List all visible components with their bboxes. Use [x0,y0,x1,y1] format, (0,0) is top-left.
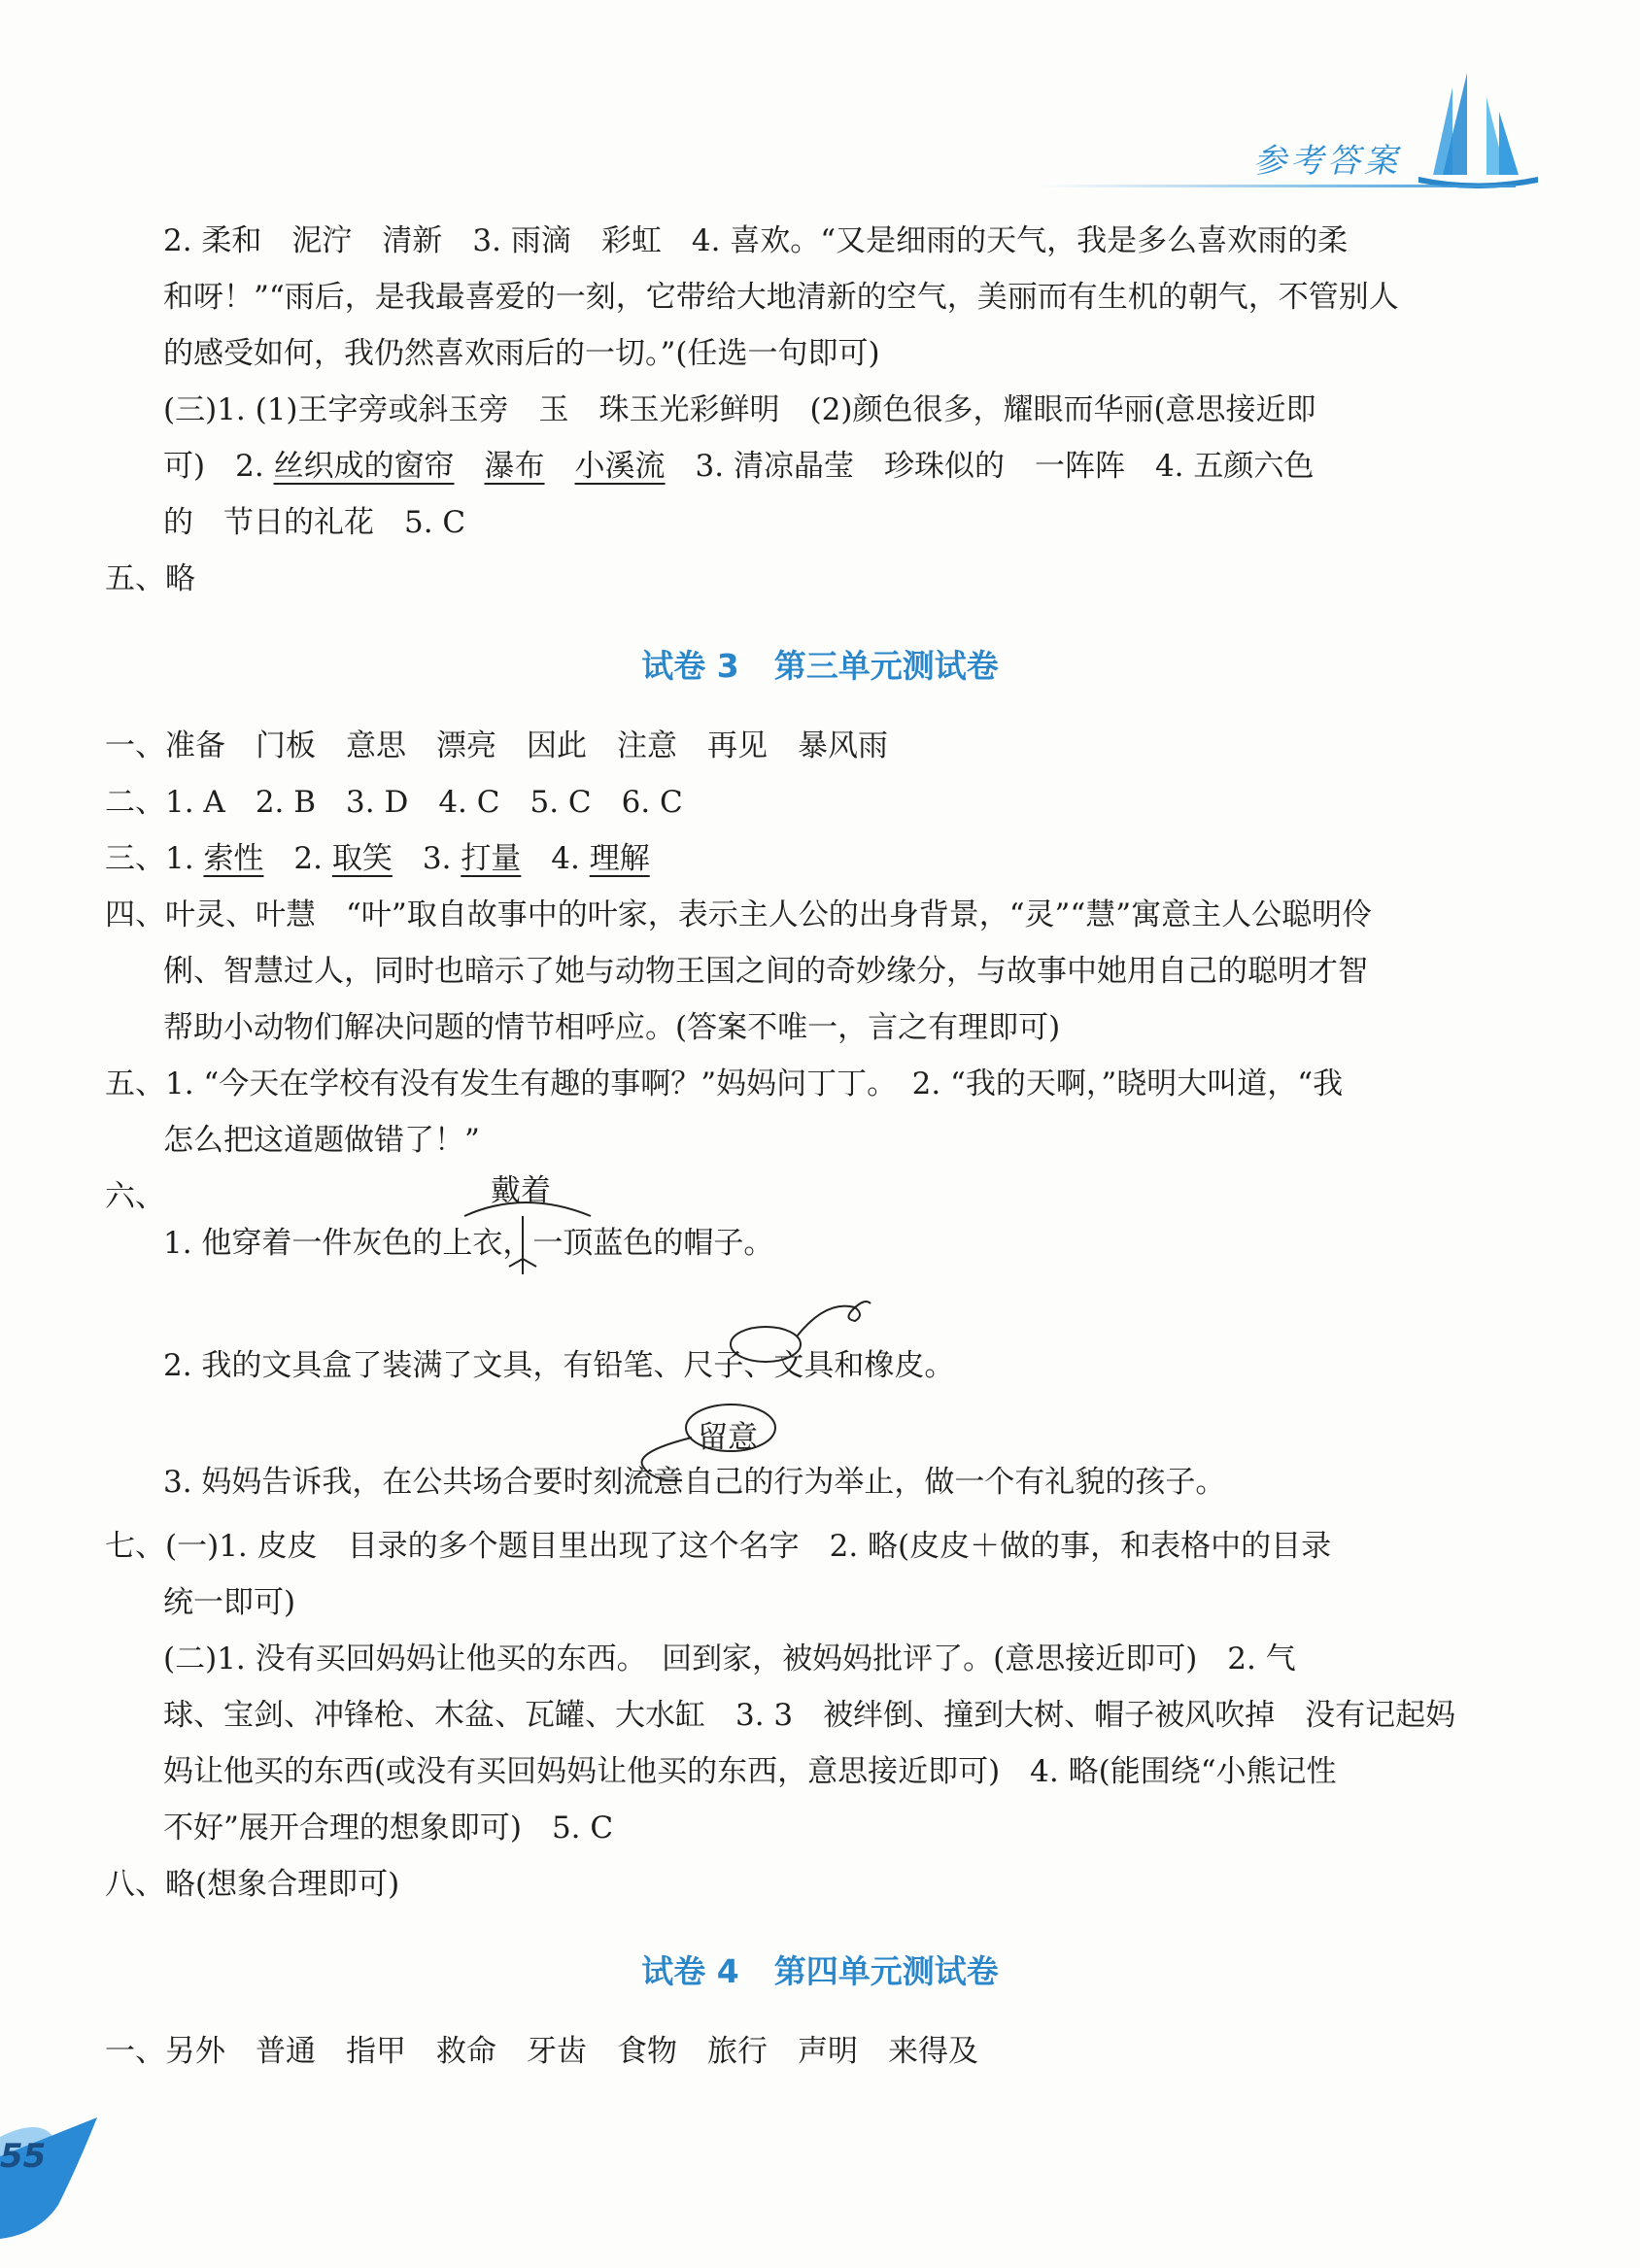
sailboat-logo-icon [1414,68,1540,189]
answer-line: 二、1. A 2. B 3. D 4. C 5. C 6. C [105,785,683,820]
answer-line: (二)1. 没有买回妈妈让他买的东西。 回到家，被妈妈批评了。(意思接近即可) 2. 气 [163,1642,1296,1676]
answer-line: 不好”展开合理的想象即可) 5. C [163,1811,614,1845]
answer-line: 五、1. “今天在学校有没有发生有趣的事啊？”妈妈问丁丁。 2. “我的天啊，”晓明大叫道，“我 [105,1066,1344,1101]
answer-line: 统一即可) [163,1585,296,1620]
answer-line: 一、另外 普通 指甲 救命 牙齿 食物 旅行 声明 来得及 [105,2034,978,2069]
answer-line: 2. 柔和 泥泞 清新 3. 雨滴 彩虹 4. 喜欢。“又是细雨的天气，我是多么喜欢雨的柔 [163,223,1349,258]
answer-line: 球、宝剑、冲锋枪、木盆、瓦罐、大水缸 3. 3 被绊倒、撞到大树、帽子被风吹掉 没有记起妈 [163,1698,1456,1733]
answer-line: 六、 [105,1179,165,1214]
header-title: 参考答案 [1253,142,1401,181]
answer-line: 帮助小动物们解决问题的情节相呼应。(答案不唯一，言之有理即可) [163,1010,1061,1045]
answer-line: 七、(一)1. 皮皮 目录的多个题目里出现了这个名字 2. 略(皮皮＋做的事，和表格中的目录 [105,1529,1332,1564]
replacement-word: 留意 [698,1420,758,1455]
answer-line: 俐、智慧过人，同时也暗示了她与动物王国之间的奇妙缘分，与故事中她用自己的聪明才智 [163,954,1368,989]
header-divider [1040,185,1516,187]
answer-line: 可) 2. 丝织成的窗帘 瀑布 小溪流 3. 清凉晶莹 珍珠似的 一阵阵 4. 五颜六色 [163,449,1315,484]
answer-line: 四、叶灵、叶慧 “叶”取自故事中的叶家，表示主人公的出身背景，“灵”“慧”寓意主人公聪明伶 [105,897,1373,932]
insertion-word: 戴着 [491,1173,551,1208]
answer-line: 的感受如何，我仍然喜欢雨后的一切。”(任选一句即可) [163,336,880,371]
answer-line: 三、1. 索性 2. 取笑 3. 打量 4. 理解 [105,841,650,876]
answer-line: 1. 他穿着一件灰色的上衣，一顶蓝色的帽子。 [163,1226,774,1261]
answer-line: 2. 我的文具盒了装满了文具，有铅笔、尺子、文具和橡皮。 [163,1348,955,1383]
answer-line: 妈让他买的东西(或没有买回妈妈让他买的东西，意思接近即可) 4. 略(能围绕“小熊记性 [163,1754,1337,1789]
answer-line: 五、略 [105,561,195,596]
page-number: 55 [0,2137,47,2176]
answer-line: 怎么把这道题做错了！” [163,1123,480,1158]
answer-line: 的 节日的礼花 5. C [163,505,466,540]
answer-line: 3. 妈妈告诉我，在公共场合要时刻流意自己的行为举止，做一个有礼貌的孩子。 [163,1465,1226,1500]
answer-line: 和呀！”“雨后，是我最喜爱的一刻，它带给大地清新的空气，美丽而有生机的朝气，不管别人 [163,280,1399,315]
section-title: 试卷 3 第三单元测试卷 [641,647,999,685]
answer-line: 八、略(想象合理即可) [105,1867,400,1902]
answer-line: (三)1. (1)王字旁或斜玉旁 玉 珠玉光彩鲜明 (2)颜色很多，耀眼而华丽(意思接近即 [163,392,1316,427]
section-title: 试卷 4 第四单元测试卷 [641,1952,999,1990]
answer-line: 一、准备 门板 意思 漂亮 因此 注意 再见 暴风雨 [105,728,888,763]
